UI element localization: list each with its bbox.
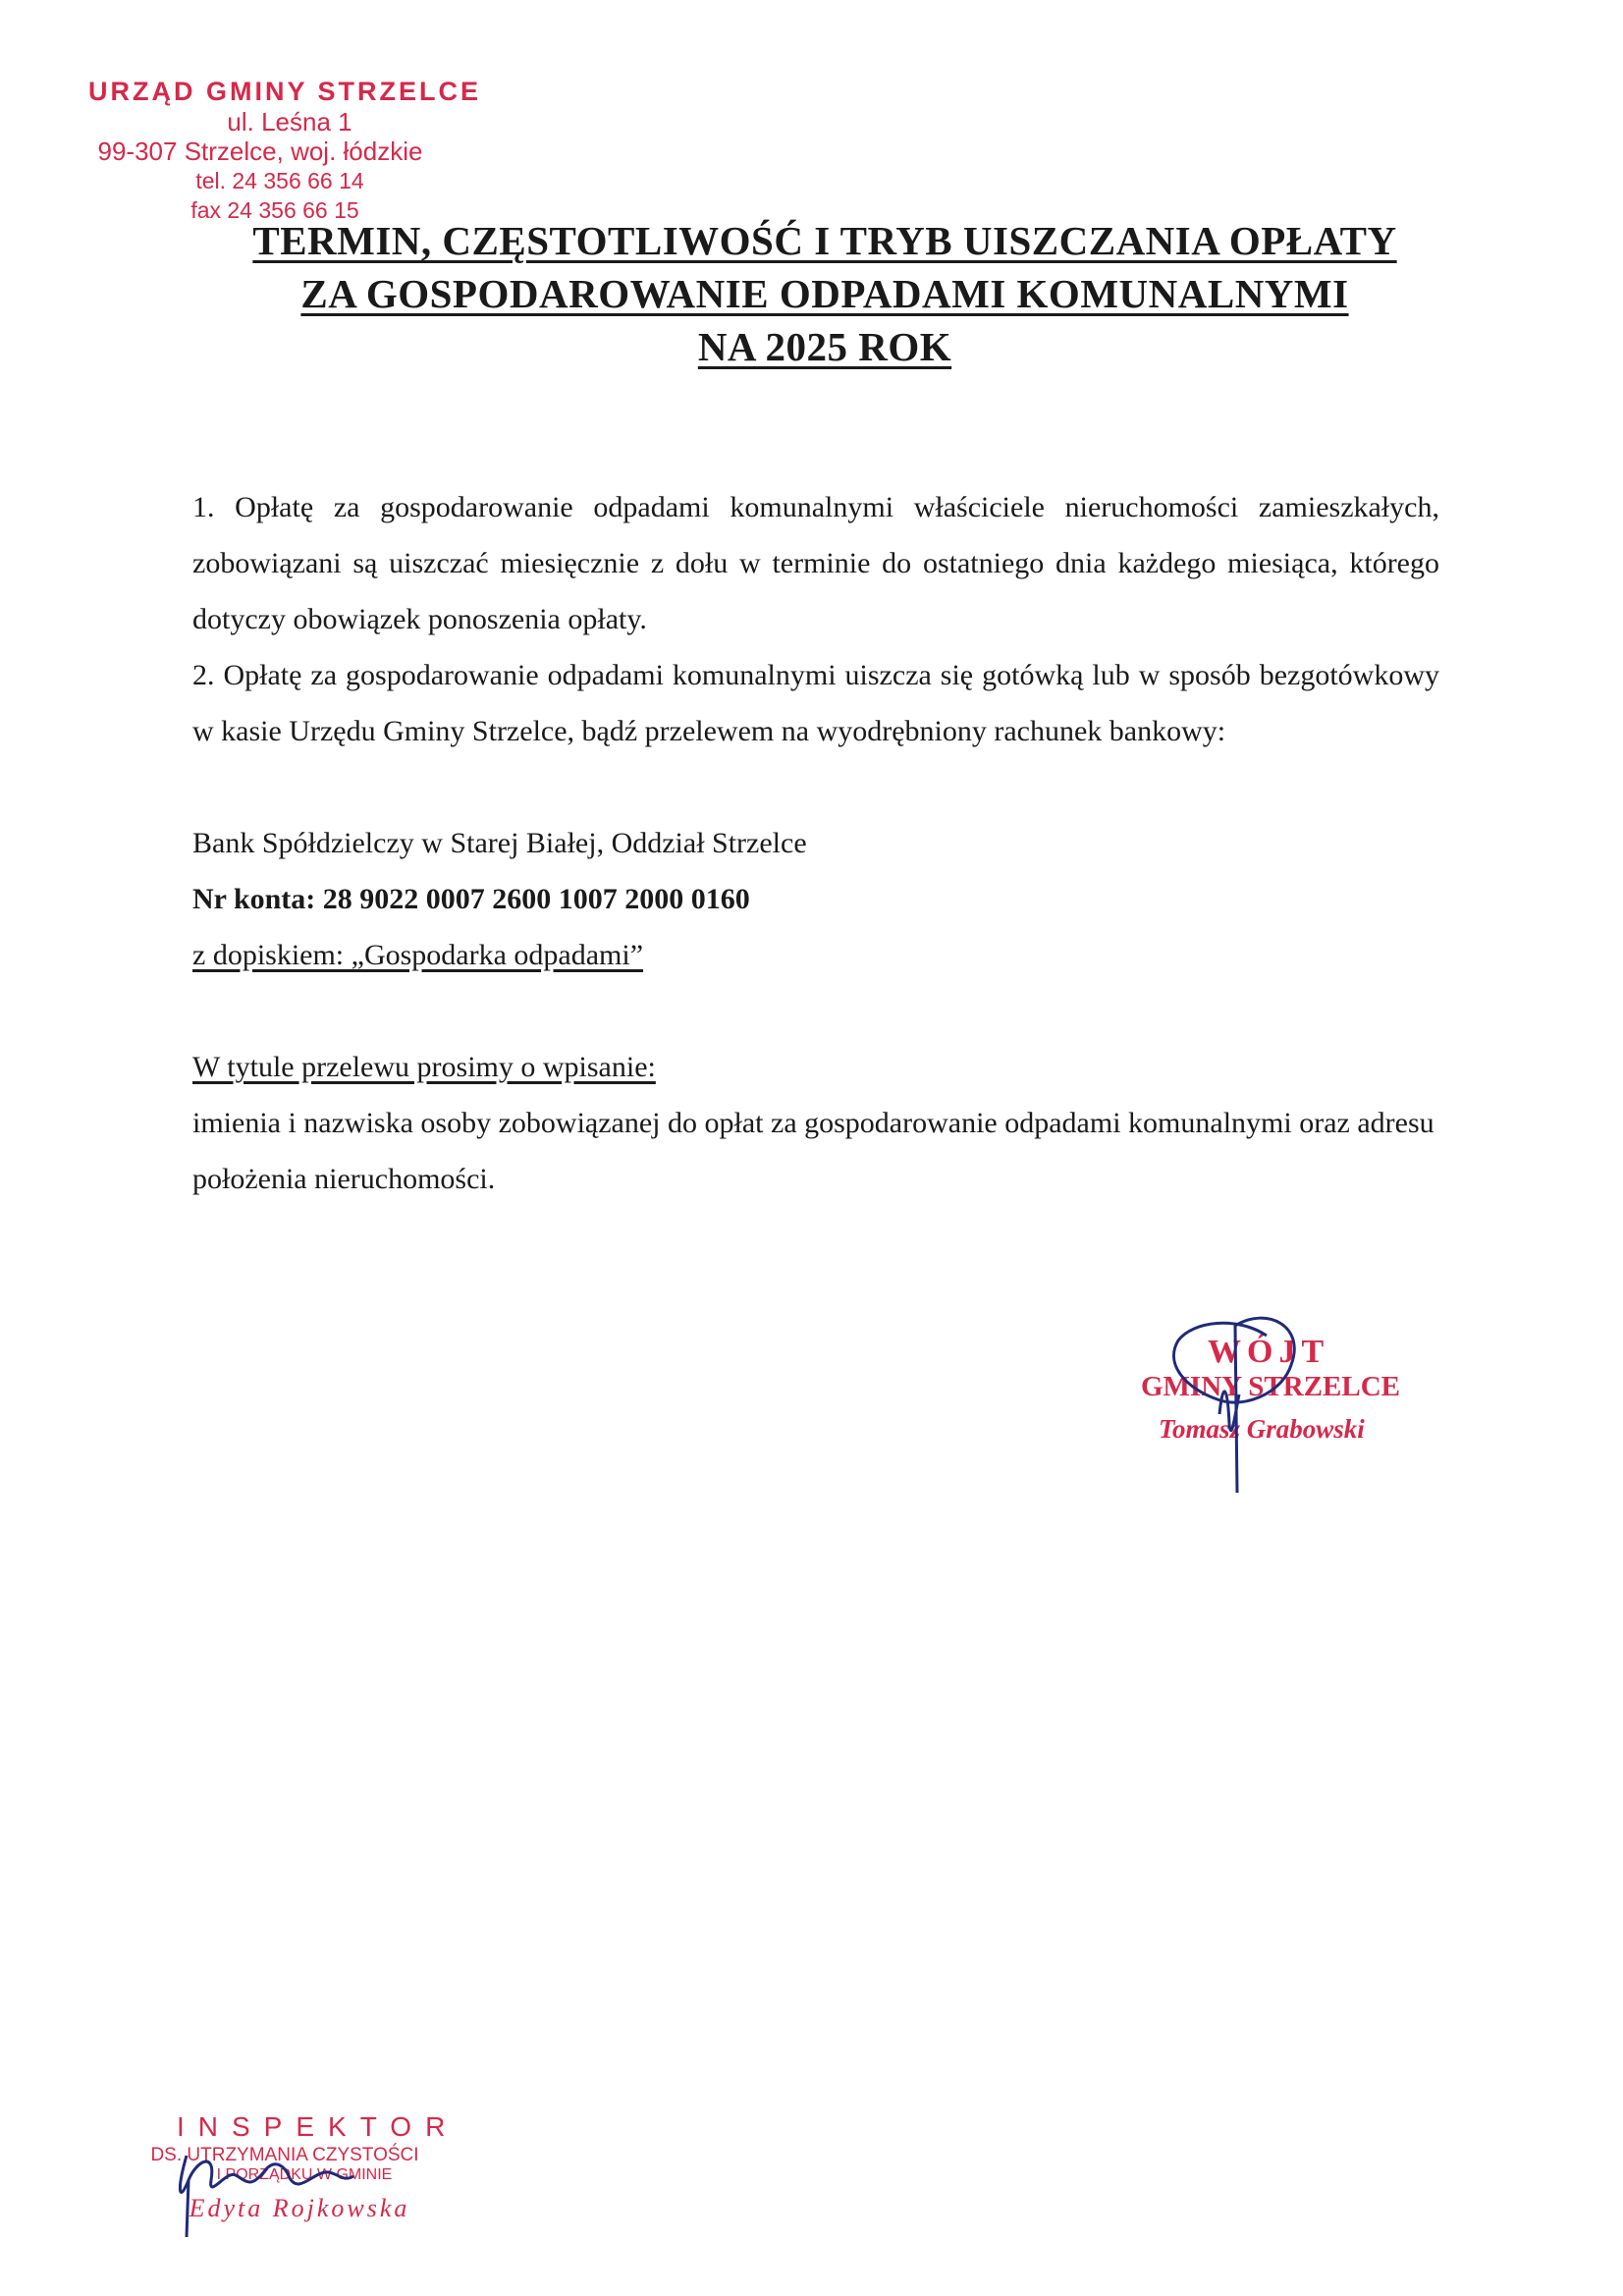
wojt-office: GMINY STRZELCE [1141,1371,1401,1402]
inspector-line-1: DS. UTRZYMANIA CZYSTOŚCI [150,2145,419,2165]
office-tel: tel. 24 356 66 14 [195,168,364,193]
account-number: Nr konta: 28 9022 0007 2600 1007 2000 0160 [192,883,750,915]
inspector-title: INSPEKTOR [177,2111,460,2142]
document-title [187,214,1463,373]
title-line-1: TERMIN, CZĘSTOTLIWOŚĆ I TRYB UISZCZANIA OPŁATY [252,218,1397,263]
office-city: 99-307 Strzelce, woj. łódzkie [97,137,423,166]
wojt-stamp [1119,1286,1414,1503]
wojt-signature-icon [1119,1286,1414,1503]
office-fax: fax 24 356 66 15 [190,197,359,223]
bank-name: Bank Spółdzielczy w Starej Białej, Oddział Strzelce [192,827,807,859]
office-name: URZĄD GMINY STRZELCE [87,77,481,106]
title-line-2: ZA GOSPODAROWANIE ODPADAMI KOMUNALNYMI [300,271,1349,316]
paragraph-1: 1. Opłatę za gospodarowanie odpadami komunalnymi właściciele nieruchomości zamieszkałych, zobowiązani są uiszczać miesięcznie z dołu w terminie do ostatniego dnia każdego miesiąca, którego dotyczy obowiązek ponoszenia opłaty. [192,491,1439,635]
title-line-3: NA 2025 ROK [697,324,952,369]
inspector-stamp [118,2111,460,2239]
transfer-text: imienia i nazwiska osoby zobowiązanej do opłat za gospodarowanie odpadami komunalnymi oraz adresu położenia nieruchomości. [192,1107,1434,1195]
paragraph-2: 2. Opłatę za gospodarowanie odpadami komunalnymi uiszcza się gotówką lub w sposób bezgotówkowy w kasie Urzędu Gminy Strzelce, bądź przelewem na wyodrębniony rachunek bankowy: [192,659,1439,747]
document-body [192,479,1439,1207]
office-stamp [59,77,511,225]
inspector-line-2: I PORZĄDKU W GMINIE [216,2166,393,2183]
wojt-person: Tomasz Grabowski [1159,1414,1365,1444]
inspector-person: Edyta Rojkowska [189,2194,410,2222]
transfer-note: z dopiskiem: „Gospodarka odpadami” [192,939,644,971]
inspector-signature-icon [118,2111,460,2239]
office-street: ul. Leśna 1 [227,107,352,137]
transfer-heading: W tytule przelewu prosimy o wpisanie: [192,1051,656,1083]
wojt-title: WÓJT [1208,1334,1330,1370]
